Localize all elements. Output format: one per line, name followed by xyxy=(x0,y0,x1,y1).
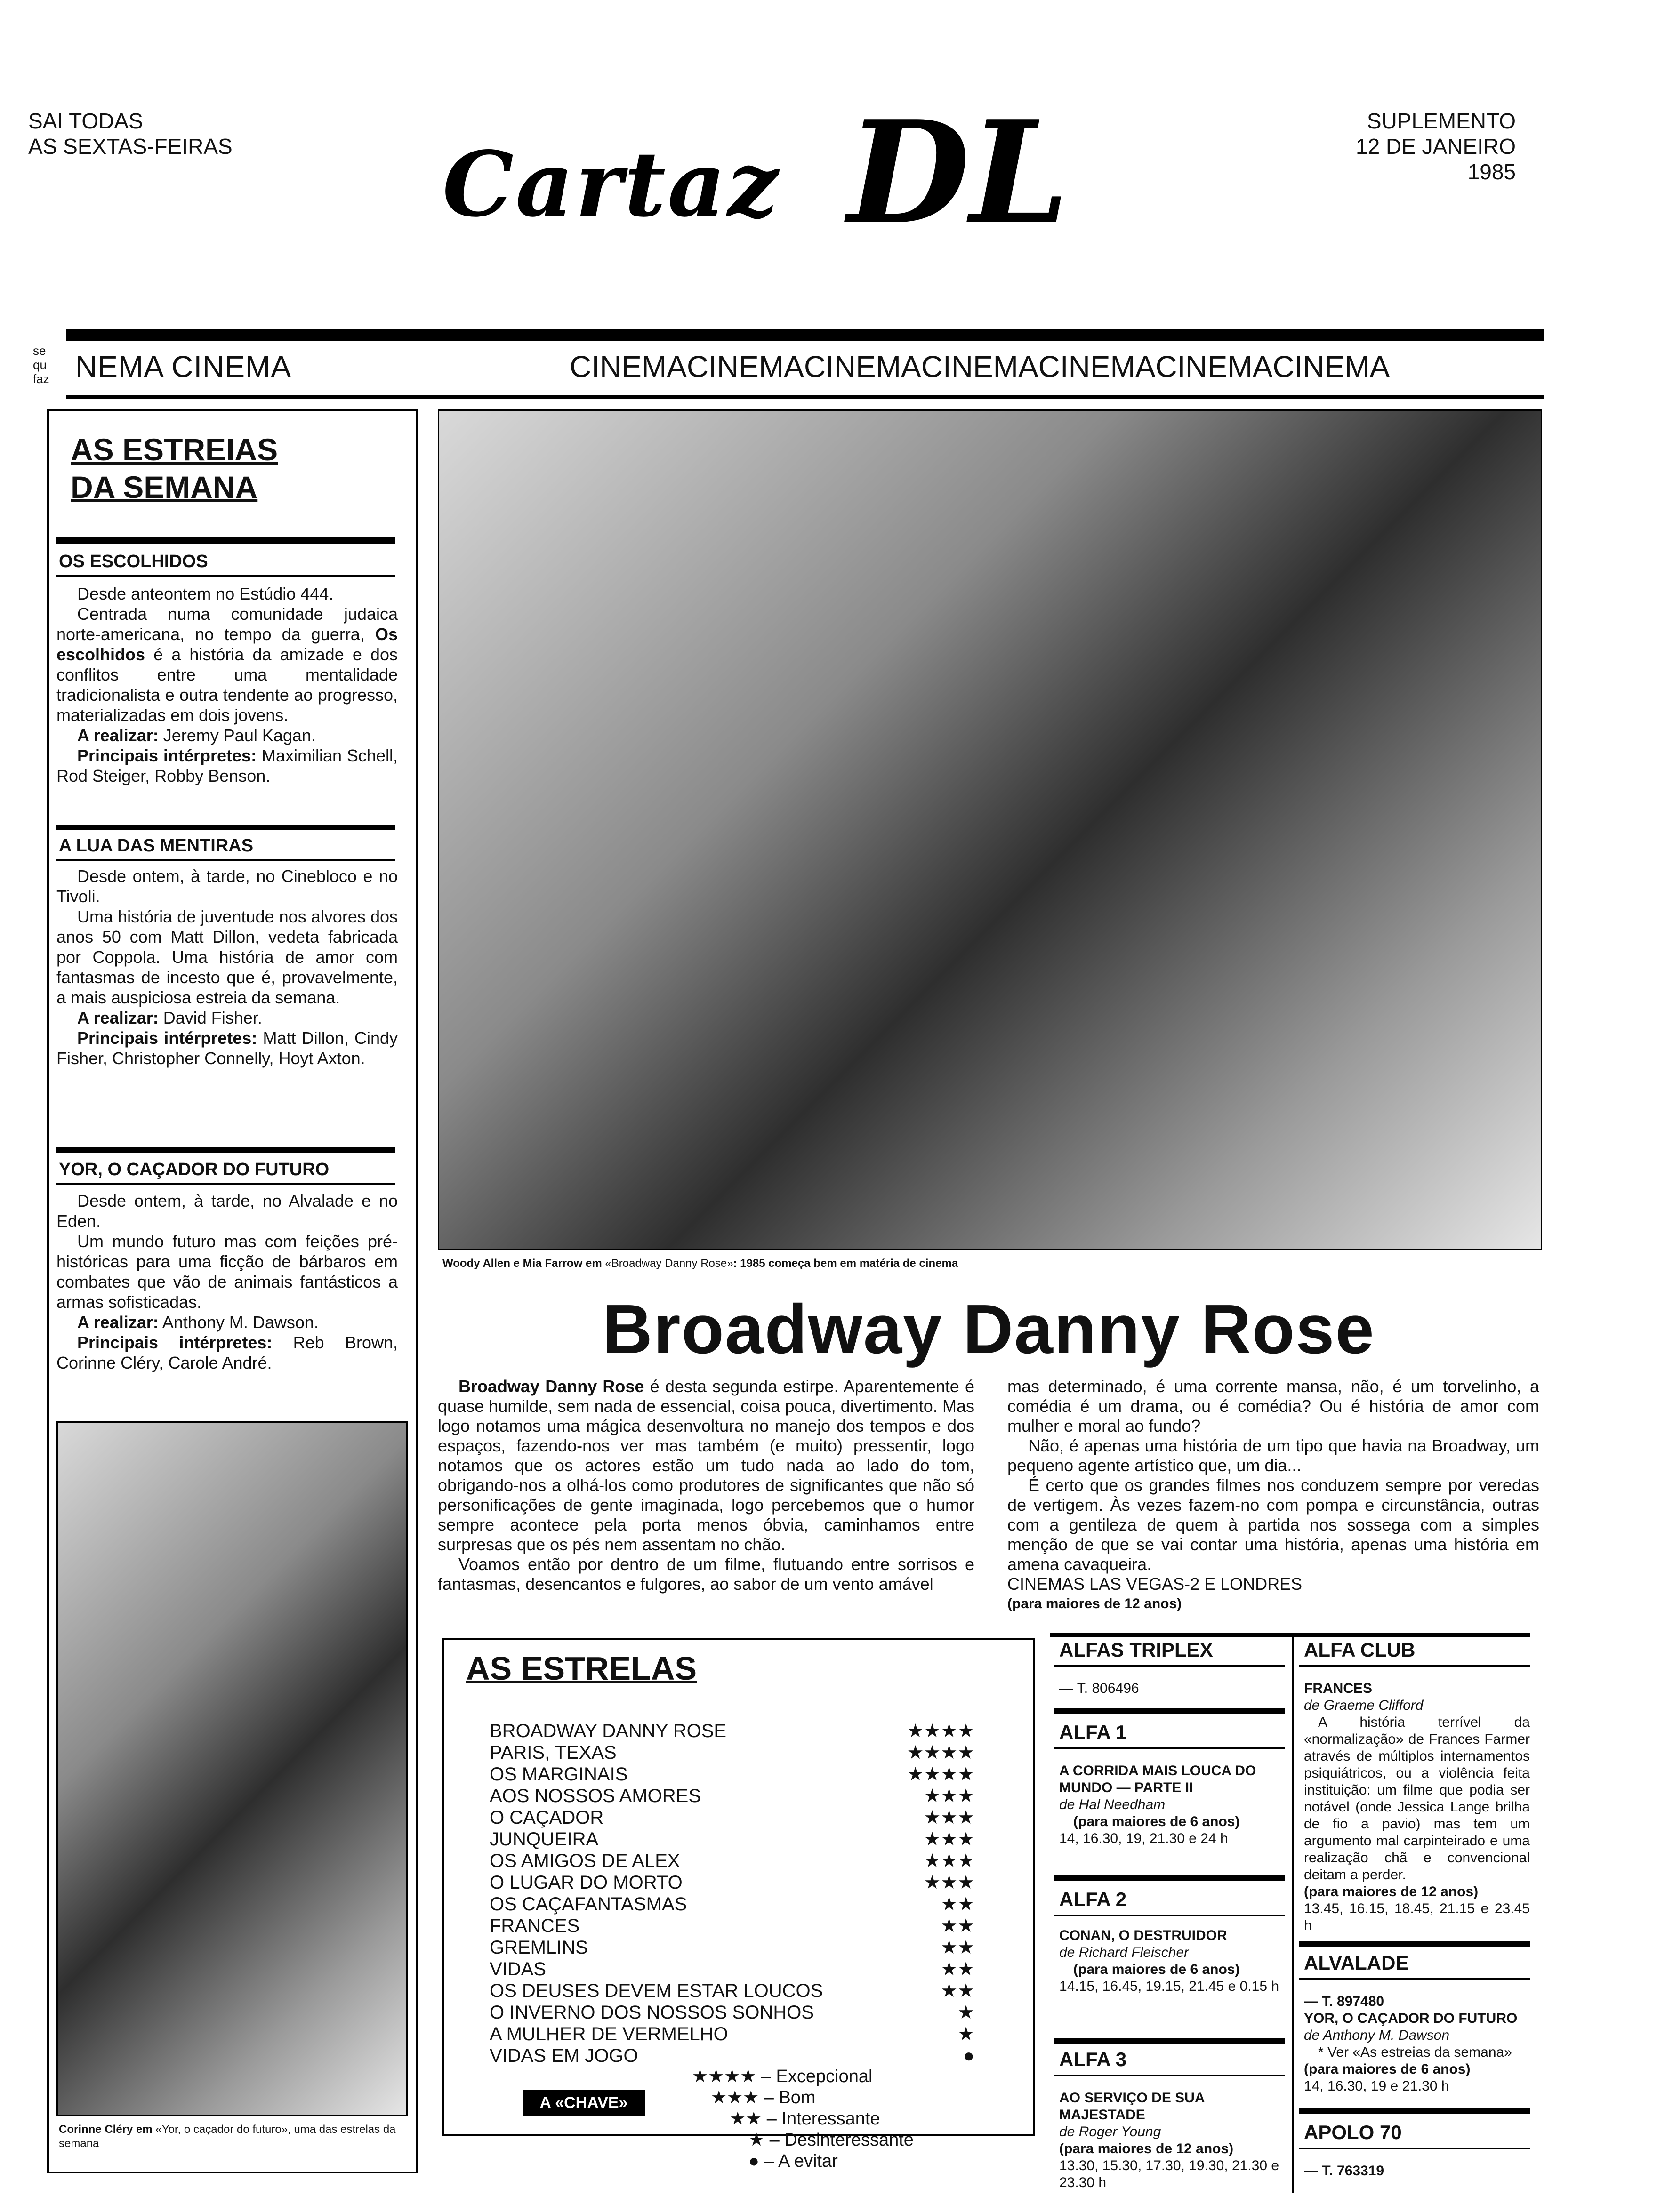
listing-apolo-tel: — T. 763319 xyxy=(1304,2163,1384,2179)
article-col-1: Broadway Danny Rose é desta segunda estirpe. Aparentemente é quase humilde, sem nada de essencial, coisa pouca, divertimento. Mas logo notamos uma mágica desenvoltura no manejo dos tempos e dos espaços, fazendo-nos ver mas também (e muito) pressentir, logo notamos que os actores estão um tudo nada ao lado do tom, obrigando-nos a olhá-los como produtores de significantes que não só personificações de gente imaginada, logo percebemos que o humor sempre acontece pela porta menos óbvia, caminhamos entre surpresas que os pés nem assentam no chão. Voamos então por dentro de um filme, flutuando entre sorrisos e fantasmas, desencantos e fulgores, ao sabor de um vento amável xyxy=(438,1377,974,1594)
rank-row: JUNQUEIRA ★★★ xyxy=(490,1829,974,1850)
article-headline: Broadway Danny Rose xyxy=(602,1290,1375,1368)
film-body-3: Desde ontem, à tarde, no Alvalade e no Eden. Um mundo futuro mas com feições pré-históricas para uma ficção de bárbaros em combates que vão de animais fantásticos a armas sofisticadas. A realizar: Anthony M. Dawson. Principais intérpretes: Reb Brown, Corinne Cléry, Carole André. xyxy=(56,1191,398,1372)
listing-alfa1-head: ALFA 1 xyxy=(1059,1721,1127,1743)
rank-row: O CAÇADOR ★★★ xyxy=(490,1807,974,1828)
rank-row: O INVERNO DOS NOSSOS SONHOS ★ xyxy=(490,2002,974,2023)
legend-row: ★★★ – Bom xyxy=(711,2088,816,2108)
section-tag-right: CINEMACINEMACINEMACINEMACINEMACINEMACINEMA xyxy=(570,350,1390,384)
top-rule xyxy=(66,329,1544,341)
rank-row: OS AMIGOS DE ALEX ★★★ xyxy=(490,1851,974,1871)
stars-title: AS ESTRELAS xyxy=(466,1650,697,1687)
listing-alfa2-head: ALFA 2 xyxy=(1059,1888,1127,1910)
film-body-2: Desde ontem, à tarde, no Cinebloco e no Tivoli. Uma história de juventude nos alvores dos anos 50 com Matt Dillon, vedeta fabricada por Coppola. Uma história de amor com fantasmas de incesto que é, provavelmente, a mais auspiciosa estreia da semana. A realizar: David Fisher. Principais intérpretes: Matt Dillon, Cindy Fisher, Christopher Connelly, Hoyt Axton. xyxy=(56,866,398,1068)
listing-club-head: ALFA CLUB xyxy=(1304,1639,1416,1661)
section-underline xyxy=(66,395,1544,399)
stars-legend xyxy=(659,2066,941,2172)
listing-alfa3-head: ALFA 3 xyxy=(1059,2048,1127,2070)
film-title-2: A LUA DAS MENTIRAS xyxy=(59,836,254,856)
film-title-1: OS ESCOLHIDOS xyxy=(59,552,208,571)
masthead-right-line3: 1985 xyxy=(1467,160,1516,184)
rank-row: BROADWAY DANNY ROSE ★★★★ xyxy=(490,1721,974,1741)
listing-alfa2: CONAN, O DESTRUIDOR de Richard Fleischer (para maiores de 6 anos) 14.15, 16.45, 19.15, 21.45 e 0.15 h xyxy=(1059,1928,1279,1994)
legend-row: ● – A evitar xyxy=(748,2151,838,2171)
masthead-left-line2: AS SEXTAS-FEIRAS xyxy=(28,134,233,159)
listing-alfas-head: ALFAS TRIPLEX xyxy=(1059,1639,1213,1661)
rank-row: OS DEUSES DEVEM ESTAR LOUCOS ★★ xyxy=(490,1980,974,2001)
rank-row: FRANCES ★★ xyxy=(490,1915,974,1936)
rank-row: AOS NOSSOS AMORES ★★★ xyxy=(490,1786,974,1806)
margin-fragments: se qu faz xyxy=(33,344,49,386)
rank-row: OS MARGINAIS ★★★★ xyxy=(490,1764,974,1785)
logo-main: Cartaz xyxy=(442,132,780,237)
rank-row: OS CAÇAFANTASMAS ★★ xyxy=(490,1894,974,1915)
logo xyxy=(424,71,1177,325)
listing-alfa3: AO SERVIÇO DE SUA MAJESTADE de Roger Young (para maiores de 12 anos) 13.30, 15.30, 17.30, 19.30, 21.30 e 23.30 h xyxy=(1059,2090,1279,2190)
masthead-right-line2: 12 DE JANEIRO xyxy=(1356,134,1516,159)
masthead-right xyxy=(1356,108,1516,184)
main-photo xyxy=(438,409,1542,1250)
key-label: A «CHAVE» xyxy=(523,2090,645,2116)
listing-alfa1: A CORRIDA MAIS LOUCA DO MUNDO — PARTE II de Hal Needham (para maiores de 6 anos) 14, 16.30, 19, 21.30 e 24 h xyxy=(1059,1763,1256,1846)
sidebar-heading xyxy=(71,431,278,506)
rank-row: O LUGAR DO MORTO ★★★ xyxy=(490,1872,974,1893)
rank-row: A MULHER DE VERMELHO ★ xyxy=(490,2024,974,2044)
sidebar-heading-line1: AS ESTREIAS xyxy=(71,432,278,467)
stars-ranking xyxy=(490,1720,974,2067)
film-title-3: YOR, O CAÇADOR DO FUTURO xyxy=(59,1160,330,1179)
legend-row: ★★★★ – Excepcional xyxy=(692,2067,873,2086)
logo-dl: DL xyxy=(847,89,1070,256)
section-tag-left: NEMA CINEMA xyxy=(75,350,292,384)
film-body-1: Desde anteontem no Estúdio 444. Centrada numa comunidade judaica norte-americana, no tempo da guerra, Os escolhidos é a história da amizade e dos conflitos entre uma mentalidade tradicionalista e outra tendente ao progresso, materializadas em dois jovens. A realizar: Jeremy Paul Kagan. Principais intérpretes: Maximilian Schell, Rod Steiger, Robby Benson. xyxy=(56,584,398,785)
sidebar-photo xyxy=(56,1421,408,2116)
listing-club: FRANCES de Graeme Clifford A história terrível da «normalização» de Frances Farmer através de múltiplos internamentos psiquiátricos, ou a violência feita instituição: um filme que podia ser notável (onde Jessica Lange brilha de fio a pavio) mas tem um argumento mal carpinteirado e uma realização chã e convencional deitam a perder. (para maiores de 12 anos) 13.45, 16.15, 18.45, 21.15 e 23.45 h xyxy=(1304,1681,1530,1933)
listing-alvalade-head: ALVALADE xyxy=(1304,1952,1409,1974)
rank-row: GREMLINS ★★ xyxy=(490,1937,974,1958)
sidebar-photo-caption: Corinne Cléry em «Yor, o caçador do futuro», uma das estrelas da semana xyxy=(59,2123,396,2150)
masthead-left-line1: SAI TODAS xyxy=(28,109,143,133)
listing-alfas-tel: — T. 806496 xyxy=(1059,1681,1139,1696)
listing-alvalade: — T. 897480 YOR, O CAÇADOR DO FUTURO de Anthony M. Dawson * Ver «As estreias da semana» (para maiores de 6 anos) 14, 16.30, 19 e 21.30 h xyxy=(1304,1994,1518,2094)
legend-row: ★★ – Interessante xyxy=(730,2109,880,2129)
article-col-2: mas determinado, é uma corrente mansa, não, é um torvelinho, a comédia é um drama, ou é comédia? Ou é história de amor com mulher e moral ao fundo? Não, é apenas uma história de um tipo que havia na Broadway, um pequeno agente artístico que, um dia... É certo que os grandes filmes nos conduzem sempre por veredas de vertigem. Às vezes fazem-no com pompa e circunstância, outras com a gentileza de quem à partida nos sossega com a simples menção de que se vai contar uma história, apenas uma história em amena cavaqueira. CINEMAS LAS VEGAS-2 E LONDRES (para maiores de 12 anos) xyxy=(1007,1377,1539,1611)
legend-row: ★ – Desinteressante xyxy=(748,2130,914,2150)
sidebar-heading-line2: DA SEMANA xyxy=(71,470,258,505)
rank-row: VIDAS ★★ xyxy=(490,1959,974,1980)
masthead-right-line1: SUPLEMENTO xyxy=(1367,109,1516,133)
listing-apolo-head: APOLO 70 xyxy=(1304,2121,1402,2143)
main-photo-caption: Woody Allen e Mia Farrow em «Broadway Danny Rose»: 1985 começa bem em matéria de cinema xyxy=(442,1257,958,1270)
rank-row: VIDAS EM JOGO ● xyxy=(490,2045,974,2066)
masthead-left xyxy=(28,108,233,159)
rank-row: PARIS, TEXAS ★★★★ xyxy=(490,1742,974,1763)
